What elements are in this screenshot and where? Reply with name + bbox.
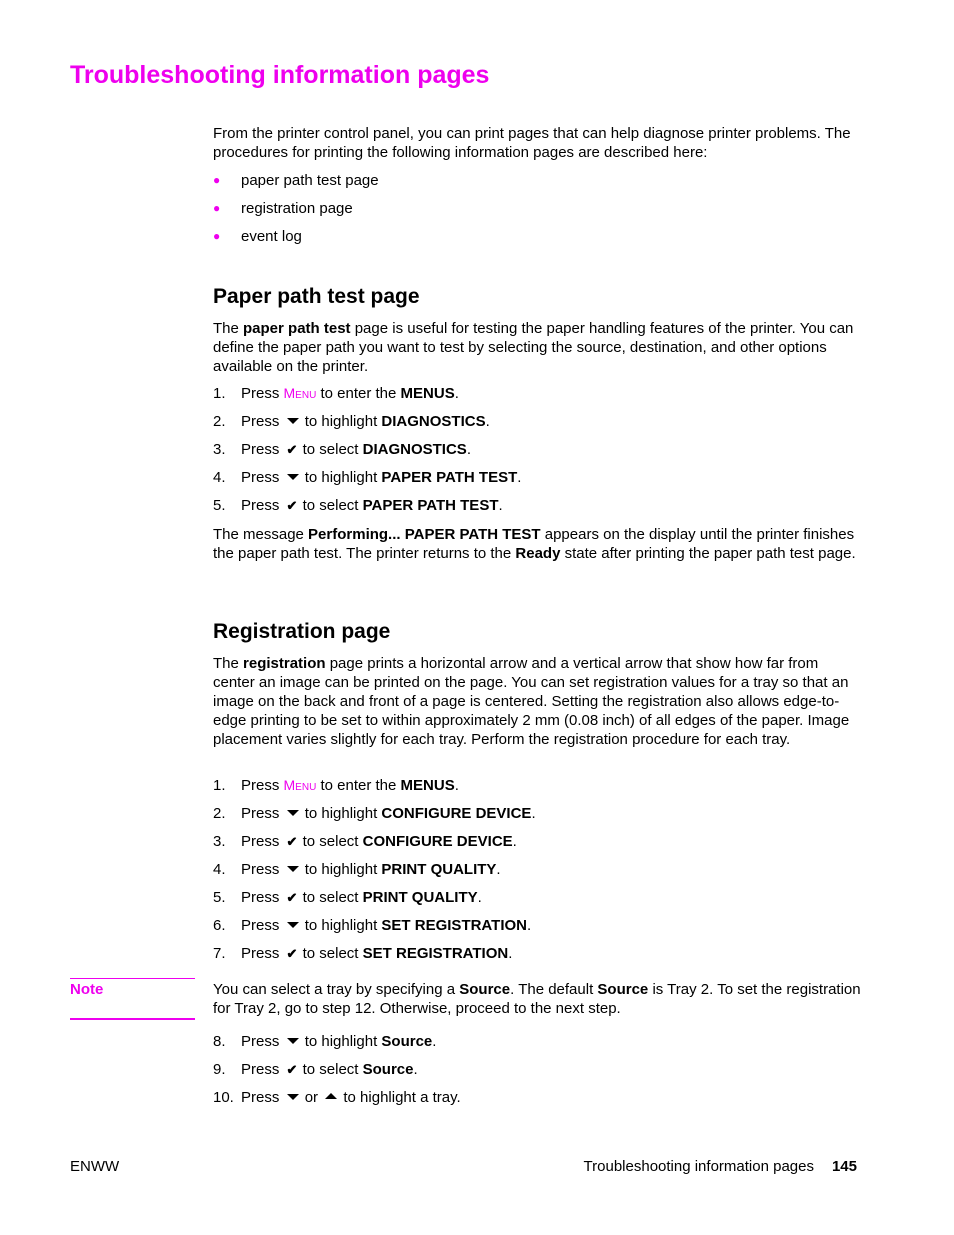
- text-run: .: [498, 497, 503, 514]
- text-run: to select: [302, 441, 359, 458]
- step-number: 7.: [213, 945, 226, 962]
- text-run: to highlight: [304, 469, 378, 486]
- checkmark-icon: ✔: [286, 1062, 298, 1077]
- text-run: to select: [302, 945, 359, 962]
- footer-section: Troubleshooting information pages: [583, 1158, 814, 1175]
- text-run: Press: [241, 805, 280, 822]
- bold-term: PAPER PATH TEST: [381, 469, 518, 486]
- step-number: 4.: [213, 861, 226, 878]
- bullet-icon: ●: [213, 229, 221, 243]
- intro-paragraph: From the printer control panel, you can print pages that can help diagnose printer problems. The procedures for printing the following information pages are described here:: [213, 125, 851, 161]
- text-run: Press: [241, 413, 280, 430]
- text-run: Press: [241, 1061, 280, 1078]
- text-run: to highlight: [304, 917, 378, 934]
- bold-term: MENUS: [400, 777, 455, 794]
- bold-term: Source: [597, 981, 649, 998]
- checkmark-icon: ✔: [286, 834, 298, 849]
- text-run: Press: [241, 1089, 280, 1106]
- bold-term: DIAGNOSTICS: [362, 441, 467, 458]
- step-number: 8.: [213, 1033, 226, 1050]
- bold-term: PRINT QUALITY: [381, 861, 497, 878]
- step-text: [241, 1088, 461, 1107]
- text-run: .: [531, 805, 536, 822]
- step-text: [241, 916, 531, 935]
- text-run: to highlight: [304, 861, 378, 878]
- bold-term: SET REGISTRATION: [362, 945, 509, 962]
- text-run: appears on the display until the printer finishes the paper path test. The printer returns to the: [213, 526, 855, 562]
- step-text: [241, 860, 501, 879]
- text-run: .: [432, 1033, 437, 1050]
- step-text: [241, 496, 503, 515]
- page-number: 145: [831, 1158, 857, 1175]
- step-number: 1.: [213, 385, 226, 402]
- bold-term: DIAGNOSTICS: [381, 413, 486, 430]
- bold-term: SET REGISTRATION: [381, 917, 527, 934]
- text-run: Press: [241, 945, 280, 962]
- step-number: 4.: [213, 469, 226, 486]
- bullet-text: registration page: [241, 200, 353, 217]
- bullet-text: event log: [241, 228, 302, 245]
- text-run: The message: [213, 526, 309, 543]
- bold-term: PRINT QUALITY: [362, 889, 478, 906]
- step-text: [241, 832, 517, 851]
- text-run: Press: [241, 469, 280, 486]
- step-number: 1.: [213, 777, 226, 794]
- text-run: to highlight: [304, 1033, 378, 1050]
- text-run: is Tray 2. To set the registration for Tray 2, go to step 12. Otherwise, proceed to the next step.: [213, 981, 861, 1017]
- text-run: Press: [241, 497, 280, 514]
- text-run: .: [454, 385, 459, 402]
- text-run: state after printing the paper path test page.: [560, 545, 856, 562]
- text-run: You can select a tray by specifying a: [213, 981, 460, 998]
- text-run: Press: [241, 917, 280, 934]
- footer-left: ENWW: [70, 1158, 120, 1175]
- note-label: Note: [70, 981, 104, 998]
- registration-paragraph: [213, 654, 863, 749]
- step-number: 3.: [213, 441, 226, 458]
- section-heading-registration: Registration page: [213, 620, 391, 643]
- text-run: or: [304, 1089, 319, 1106]
- text-run: to select: [302, 889, 359, 906]
- bold-term: PAPER PATH TEST: [362, 497, 499, 514]
- text-run: .: [413, 1061, 418, 1078]
- note-bottom-rule: [70, 1018, 195, 1020]
- text-run: Press: [241, 833, 280, 850]
- text-run: The: [213, 655, 244, 672]
- down-arrow-icon: [287, 1094, 299, 1100]
- text-run: Press: [241, 889, 280, 906]
- text-run: Press: [241, 441, 280, 458]
- step-text: [241, 384, 459, 403]
- paper-path-paragraph: [213, 319, 863, 376]
- section-heading-paper-path: Paper path test page: [213, 285, 420, 308]
- text-run: .: [517, 469, 522, 486]
- text-run: .: [477, 889, 482, 906]
- step-text: [241, 412, 490, 431]
- text-run: to highlight: [304, 413, 378, 430]
- bullet-icon: ●: [213, 201, 221, 215]
- menu-key-label: Menu: [283, 777, 317, 793]
- text-run: .: [466, 441, 471, 458]
- down-arrow-icon: [287, 1038, 299, 1044]
- bold-term: CONFIGURE DEVICE: [381, 805, 532, 822]
- note-top-rule: [70, 978, 195, 979]
- text-run: to select: [302, 497, 359, 514]
- text-run: . The default: [510, 981, 598, 998]
- text-run: to enter the: [320, 777, 397, 794]
- menu-key-label: Menu: [283, 385, 317, 401]
- bold-term: Source: [459, 981, 511, 998]
- step-text: [241, 1060, 418, 1079]
- text-run: .: [526, 917, 532, 934]
- step-text: [241, 468, 521, 487]
- text-run: to enter the: [320, 385, 397, 402]
- step-text: [241, 1032, 436, 1051]
- bold-term: registration: [243, 655, 326, 672]
- text-run: The: [213, 320, 244, 337]
- checkmark-icon: ✔: [286, 498, 298, 513]
- text-run: .: [496, 861, 501, 878]
- up-arrow-icon: [325, 1093, 337, 1099]
- text-run: .: [454, 777, 459, 794]
- text-run: to select: [302, 1061, 359, 1078]
- down-arrow-icon: [287, 418, 299, 424]
- down-arrow-icon: [287, 866, 299, 872]
- text-run: Press: [241, 777, 280, 794]
- step-number: 5.: [213, 889, 226, 906]
- down-arrow-icon: [287, 810, 299, 816]
- text-run: to highlight a tray.: [343, 1089, 461, 1106]
- bullet-icon: ●: [213, 173, 221, 187]
- bold-term: paper path test: [243, 320, 351, 337]
- step-text: [241, 944, 512, 963]
- footer-right: [584, 1158, 857, 1175]
- paper-path-result-paragraph: [213, 525, 863, 563]
- bold-term: Source: [381, 1033, 433, 1050]
- step-number: 3.: [213, 833, 226, 850]
- page-title: Troubleshooting information pages: [70, 61, 490, 89]
- bold-term: CONFIGURE DEVICE: [362, 833, 513, 850]
- checkmark-icon: ✔: [286, 946, 298, 961]
- step-text: [241, 440, 471, 459]
- down-arrow-icon: [287, 922, 299, 928]
- text-run: .: [485, 413, 490, 430]
- down-arrow-icon: [287, 474, 299, 480]
- checkmark-icon: ✔: [286, 890, 298, 905]
- step-number: 6.: [213, 917, 226, 934]
- step-number: 10.: [213, 1089, 234, 1106]
- step-number: 2.: [213, 805, 226, 822]
- bold-term: MENUS: [400, 385, 455, 402]
- bullet-text: paper path test page: [241, 172, 379, 189]
- checkmark-icon: ✔: [286, 442, 298, 457]
- step-number: 5.: [213, 497, 226, 514]
- note-text: [213, 980, 863, 1018]
- text-run: to highlight: [304, 805, 378, 822]
- step-number: 2.: [213, 413, 226, 430]
- text-run: page is useful for testing the paper handling features of the printer. You can define the paper path you want to test by selecting the source, destination, and other options available on the printer.: [213, 320, 854, 375]
- text-run: to select: [302, 833, 359, 850]
- step-text: [241, 776, 459, 795]
- text-run: .: [508, 945, 513, 962]
- step-text: [241, 888, 482, 907]
- text-run: Press: [241, 385, 280, 402]
- bold-term: Source: [362, 1061, 414, 1078]
- step-text: [241, 804, 536, 823]
- text-run: Press: [241, 1033, 280, 1050]
- text-run: page prints a horizontal arrow and a vertical arrow that show how far from center an image can be printed on the page. You can set registration values for a tray so that an image on the back and front of a page is centered. Setting the registration also allows edge-to-edge printing to be set to within approximately 2 mm (0.08 inch) of all edges of the paper. Image placement varies slightly for each tray. Perform the registration procedure for each tray.: [213, 655, 850, 748]
- bold-term: Ready: [515, 545, 561, 562]
- step-number: 9.: [213, 1061, 226, 1078]
- text-run: Press: [241, 861, 280, 878]
- bold-term: Performing... PAPER PATH TEST: [308, 526, 541, 543]
- text-run: .: [512, 833, 517, 850]
